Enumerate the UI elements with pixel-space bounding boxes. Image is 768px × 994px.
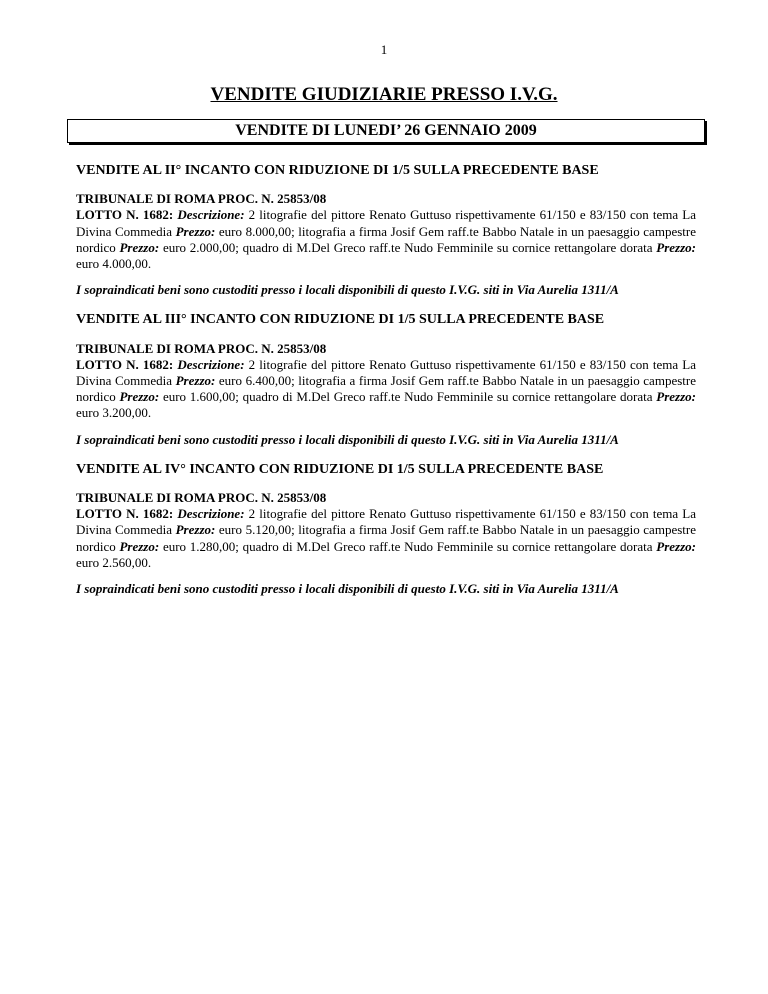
price-label: Prezzo: <box>656 239 696 255</box>
auction-section-4 <box>76 462 696 597</box>
auction-section-3 <box>76 312 696 447</box>
price-text: euro 4.000,00. <box>76 256 152 272</box>
description-text: 2 litografie del pittore Renato Guttuso rispettivamente 61/150 e 83/150 con tema La Divina Commedia <box>76 356 697 389</box>
description-label: Descrizione: <box>177 207 245 223</box>
price-label: Prezzo: <box>119 538 160 554</box>
lot-label: LOTTO N. 1682: <box>76 506 174 522</box>
proceeding-number: TRIBUNALE DI ROMA PROC. N. 25853/08 <box>76 340 327 356</box>
description-text: 2 litografie del pittore Renato Guttuso rispettivamente 61/150 e 83/150 con tema La Divina Commedia <box>76 207 697 239</box>
auction-section-2 <box>76 163 696 298</box>
storage-note: I sopraindicati beni sono custoditi presso i locali disponibili di questo I.V.G. siti in Via Aurelia 1311/A <box>76 431 619 447</box>
lot-description <box>76 506 696 571</box>
proceeding-number: TRIBUNALE DI ROMA PROC. N. 25853/08 <box>76 490 327 506</box>
description-text: 2 litografie del pittore Renato Guttuso rispettivamente 61/150 e 83/150 con tema La Divina Commedia <box>76 506 697 538</box>
price-label: Prezzo: <box>656 389 696 405</box>
section-heading: VENDITE AL II° INCANTO CON RIDUZIONE DI 1/5 SULLA PRECEDENTE BASE <box>76 163 599 178</box>
description-label: Descrizione: <box>177 506 245 522</box>
price-label: Prezzo: <box>656 538 696 554</box>
price-text: euro 6.400,00; litografia a firma Josif Gem raff.te Babbo Natale in un paesaggio campestre nordico <box>76 373 696 405</box>
document-body <box>76 163 696 611</box>
section-heading: VENDITE AL III° INCANTO CON RIDUZIONE DI 1/5 SULLA PRECEDENTE BASE <box>76 312 605 328</box>
page-number: 1 <box>380 42 388 57</box>
page-title: VENDITE GIUDIZIARIE PRESSO I.V.G. <box>210 84 558 105</box>
price-label: Prezzo: <box>175 522 216 538</box>
price-text: euro 3.200,00. <box>76 405 152 421</box>
price-text: euro 2.560,00. <box>76 554 152 570</box>
price-text: euro 1.600,00; quadro di M.Del Greco raff.te Nudo Femminile su cornice rettangolare dorata <box>159 389 657 405</box>
lot-label: LOTTO N. 1682: <box>76 207 174 223</box>
price-text: euro 2.000,00; quadro di M.Del Greco raff.te Nudo Femminile su cornice rettangolare dorata <box>159 239 657 255</box>
price-label: Prezzo: <box>119 239 160 255</box>
price-text: euro 5.120,00; litografia a firma Josif Gem raff.te Babbo Natale in un paesaggio campestre nordico <box>76 522 696 554</box>
price-label: Prezzo: <box>119 389 160 405</box>
date-banner: VENDITE DI LUNEDI’ 26 GENNAIO 2009 <box>67 119 705 143</box>
price-label: Prezzo: <box>175 223 216 239</box>
storage-note: I sopraindicati beni sono custoditi presso i locali disponibili di questo I.V.G. siti in Via Aurelia 1311/A <box>76 282 619 298</box>
price-label: Prezzo: <box>175 373 216 389</box>
proceeding-number: TRIBUNALE DI ROMA PROC. N. 25853/08 <box>76 191 327 207</box>
lot-description <box>76 357 696 422</box>
lot-label: LOTTO N. 1682: <box>76 356 174 372</box>
section-heading: VENDITE AL IV° INCANTO CON RIDUZIONE DI 1/5 SULLA PRECEDENTE BASE <box>76 461 604 477</box>
storage-note: I sopraindicati beni sono custoditi presso i locali disponibili di questo I.V.G. siti in Via Aurelia 1311/A <box>76 581 619 597</box>
lot-description <box>76 207 696 272</box>
description-label: Descrizione: <box>177 356 245 372</box>
price-text: euro 1.280,00; quadro di M.Del Greco raff.te Nudo Femminile su cornice rettangolare dorata <box>159 538 657 554</box>
price-text: euro 8.000,00; litografia a firma Josif Gem raff.te Babbo Natale in un paesaggio campestre nordico <box>76 223 696 255</box>
